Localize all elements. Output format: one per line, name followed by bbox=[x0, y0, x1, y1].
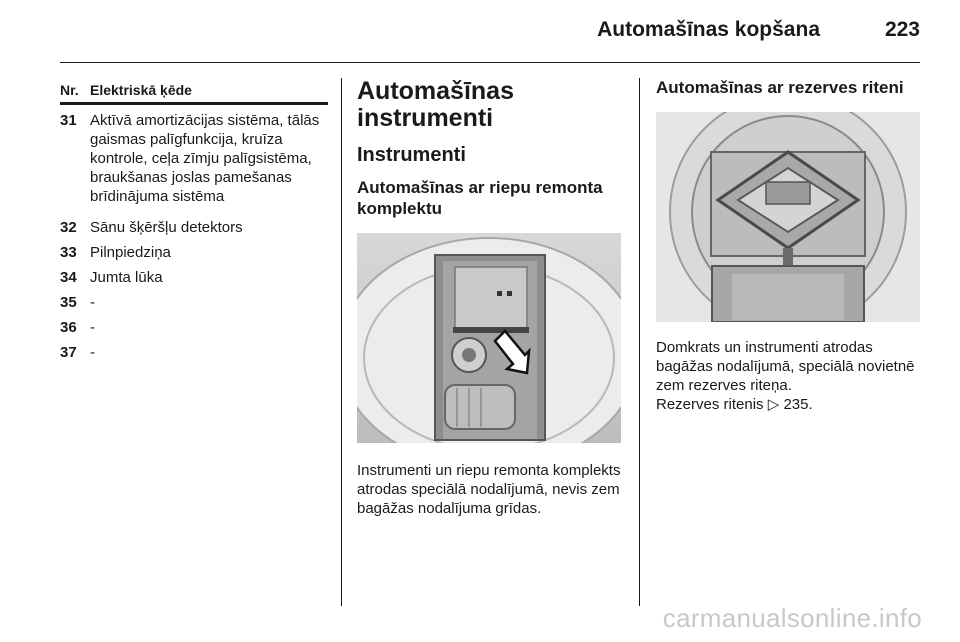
repair-kit-text: Instrumenti un riepu remonta komplekts atrodas speciālā nodalījumā, nevis zem bagāžas nodalījuma grīdas. bbox=[357, 462, 621, 517]
table-header-number: Nr. bbox=[60, 82, 79, 98]
spare-ref-page: 235. bbox=[783, 396, 813, 413]
row-text: - bbox=[90, 344, 95, 361]
repair-kit-heading: Automašīnas ar riepu remonta komplektu bbox=[357, 178, 603, 218]
spare-ref-prefix: Rezerves ritenis bbox=[656, 396, 764, 413]
row-text: - bbox=[90, 319, 95, 336]
table-row bbox=[60, 111, 328, 206]
row-number: 36 bbox=[60, 319, 77, 336]
row-text: Pilnpiedziņa bbox=[90, 244, 171, 261]
page-header bbox=[60, 0, 920, 63]
table-header bbox=[60, 78, 328, 105]
repair-kit-photo bbox=[357, 233, 621, 443]
row-text: Aktīvā amortizācijas sistēma, tālās gaismas palīgfunkcija, kruīza kontrole, ceļa zīmju palīgsistēma, braukšanas joslas pamešanas brīdinājuma sistēma bbox=[90, 112, 320, 205]
row-number: 31 bbox=[60, 112, 77, 129]
watermark: carmanualsonline.info bbox=[662, 603, 922, 633]
row-number: 33 bbox=[60, 244, 77, 261]
spare-heading: Automašīnas ar rezerves riteni bbox=[656, 78, 904, 97]
table-header-circuit: Elektriskā ķēde bbox=[90, 82, 192, 98]
column-divider bbox=[341, 78, 342, 606]
row-text: Jumta lūka bbox=[90, 269, 163, 286]
column-divider bbox=[639, 78, 640, 606]
row-number: 37 bbox=[60, 344, 77, 361]
page-number: 223 bbox=[884, 18, 920, 41]
row-text: - bbox=[90, 294, 95, 311]
spare-text: Domkrats un instrumenti atrodas bagāžas nodalījumā, speciālā novietnē zem rezerves riteņa. Rezerves ritenis ▷ 235. bbox=[656, 339, 915, 413]
table-row bbox=[60, 268, 328, 287]
table-row bbox=[60, 243, 328, 262]
table-row bbox=[60, 293, 328, 312]
row-number: 35 bbox=[60, 294, 77, 311]
spare-wheel-section bbox=[656, 78, 924, 414]
row-number: 34 bbox=[60, 269, 77, 286]
fuse-table bbox=[60, 78, 328, 362]
row-number: 32 bbox=[60, 219, 77, 236]
table-row bbox=[60, 218, 328, 237]
row-text: Sānu šķēršļu detektors bbox=[90, 219, 243, 236]
header-title: Automašīnas kopšana bbox=[597, 18, 820, 41]
section-subtitle: Instrumenti bbox=[357, 144, 466, 166]
tools-section bbox=[357, 78, 625, 518]
page-ref-arrow-icon: ▷ bbox=[767, 396, 780, 413]
section-title: Automašīnas instrumenti bbox=[357, 77, 514, 132]
spare-wheel-photo bbox=[656, 112, 920, 322]
table-row bbox=[60, 343, 328, 362]
table-row bbox=[60, 318, 328, 337]
